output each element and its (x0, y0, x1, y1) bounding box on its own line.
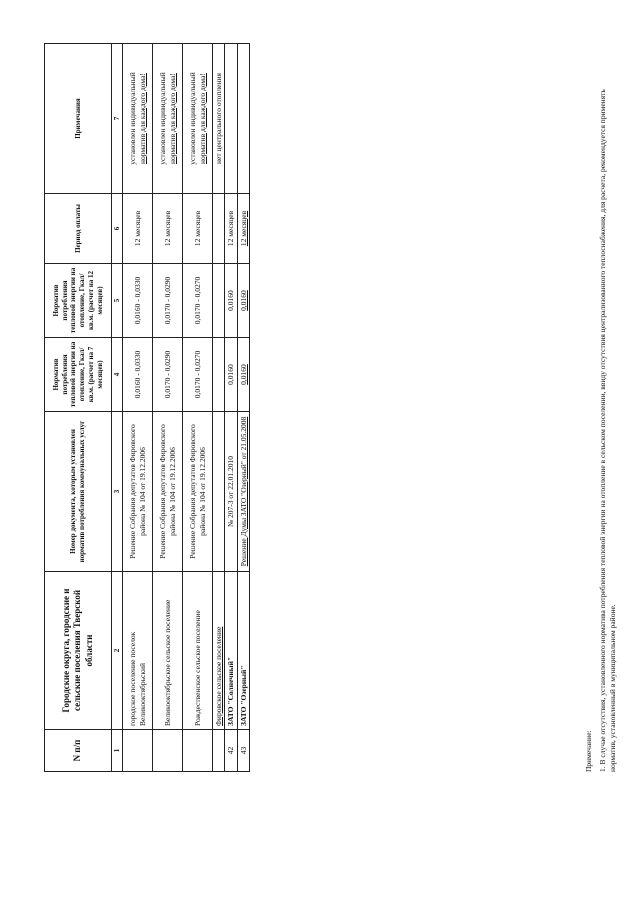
row-number (213, 730, 225, 772)
remark-line: нет центрального отопления (214, 73, 223, 164)
header-document: Номер документа, которым установлен норматив потребления коммунальных услуг (45, 412, 112, 572)
norm-12-months: 0,0160 - 0,0330 (123, 264, 153, 338)
norm-12-months: 0,0170 - 0,0290 (153, 264, 183, 338)
column-number: 1 (112, 730, 123, 772)
table-row (183, 44, 213, 772)
header-norm-7-months: Норматив потребления тепловой энергии на отопление, Гкал/кв.м. (расчет на 7 месяцев) (45, 338, 112, 412)
row-number (183, 730, 213, 772)
document-ref: Решение Собрания депутатов Фировского района № 104 от 19.12.2006 (183, 412, 213, 572)
remark (153, 44, 183, 194)
remark-line: норматив для каждого дома! (167, 73, 177, 164)
payment-period: 12 месяцев (123, 194, 153, 264)
header-n: N п/п (45, 730, 112, 772)
norm-7-months: 0,0160 - 0,0330 (123, 338, 153, 412)
remark (213, 44, 225, 194)
municipality-name: ЗАТО "Солнечный" (225, 572, 237, 730)
norm-12-months: 0,0170 - 0,0270 (183, 264, 213, 338)
payment-period (213, 194, 225, 264)
municipality-name: Великооктябрьское сельское поселение (153, 572, 183, 730)
remark-line: норматив для каждого дома! (137, 73, 147, 164)
header-remarks: Примечания (45, 44, 112, 194)
column-number-row (112, 44, 123, 772)
table-row (237, 44, 249, 772)
header-norm-12-months: Норматив потребления тепловой энергии на отопление, Гкал/кв.м. (расчет на 12 месяцев) (45, 264, 112, 338)
column-number: 6 (112, 194, 123, 264)
remark-line: установлен индивидуальный (188, 72, 198, 165)
column-number: 5 (112, 264, 123, 338)
remark-line: норматив для каждого дома! (197, 73, 207, 164)
document-ref: Решение Думы ЗАТО "Озерный" от 21.05.2008 (237, 412, 249, 572)
table-row (225, 44, 237, 772)
payment-period: 12 месяцев (237, 194, 249, 264)
document-ref: Решение Собрания депутатов Фировского района № 104 от 19.12.2006 (123, 412, 153, 572)
column-number: 7 (112, 44, 123, 194)
row-number (153, 730, 183, 772)
table-row (123, 44, 153, 772)
remark (237, 44, 249, 194)
table-row (213, 44, 225, 772)
remark (225, 44, 237, 194)
norm-7-months (213, 338, 225, 412)
header-payment-period: Период оплаты (45, 194, 112, 264)
municipality-name: Рождественское сельское поселение (183, 572, 213, 730)
row-number: 43 (237, 730, 249, 772)
norm-7-months: 0,0160 (237, 338, 249, 412)
notes-title: Примечание: (584, 730, 593, 772)
remark-line: установлен индивидуальный (158, 72, 168, 165)
column-number: 3 (112, 412, 123, 572)
norm-12-months (213, 264, 225, 338)
column-number: 4 (112, 338, 123, 412)
row-number (123, 730, 153, 772)
norm-12-months: 0,0160 (225, 264, 237, 338)
payment-period: 12 месяцев (225, 194, 237, 264)
document-ref (213, 412, 225, 572)
remark-line: установлен индивидуальный (128, 72, 138, 165)
notes-text: 1. В случае отсутствия, установленного норматива потребления тепловой энергии на отопление в сельском поселении, ввиду отсутствия централизованного теплоснабжения, для расчета, рекомендуется применять норматив, установленный в муниципальном районе. (598, 89, 618, 772)
norm-7-months: 0,0160 (225, 338, 237, 412)
header-row (45, 44, 112, 772)
municipality-name: городское поселение поселок Великооктябрьский (123, 572, 153, 730)
norm-7-months: 0,0170 - 0,0290 (153, 338, 183, 412)
column-number: 2 (112, 572, 123, 730)
remark (123, 44, 153, 194)
document-ref: Решение Собрания депутатов Фировского района № 104 от 19.12.2006 (153, 412, 183, 572)
norm-7-months: 0,0170 - 0,0270 (183, 338, 213, 412)
row-number: 42 (225, 730, 237, 772)
payment-period: 12 месяцев (153, 194, 183, 264)
heating-norms-table (44, 43, 250, 772)
header-municipality: Городские округа, городские и сельские поселения Тверской области (45, 572, 112, 730)
payment-period: 12 месяцев (183, 194, 213, 264)
municipality-name: Фировское сельское поселение (213, 572, 225, 730)
municipality-name: ЗАТО "Озерный" (237, 572, 249, 730)
document-ref: № 207-3 от 22.01.2010 (225, 412, 237, 572)
remark (183, 44, 213, 194)
norm-12-months: 0,0160 (237, 264, 249, 338)
table-row (153, 44, 183, 772)
